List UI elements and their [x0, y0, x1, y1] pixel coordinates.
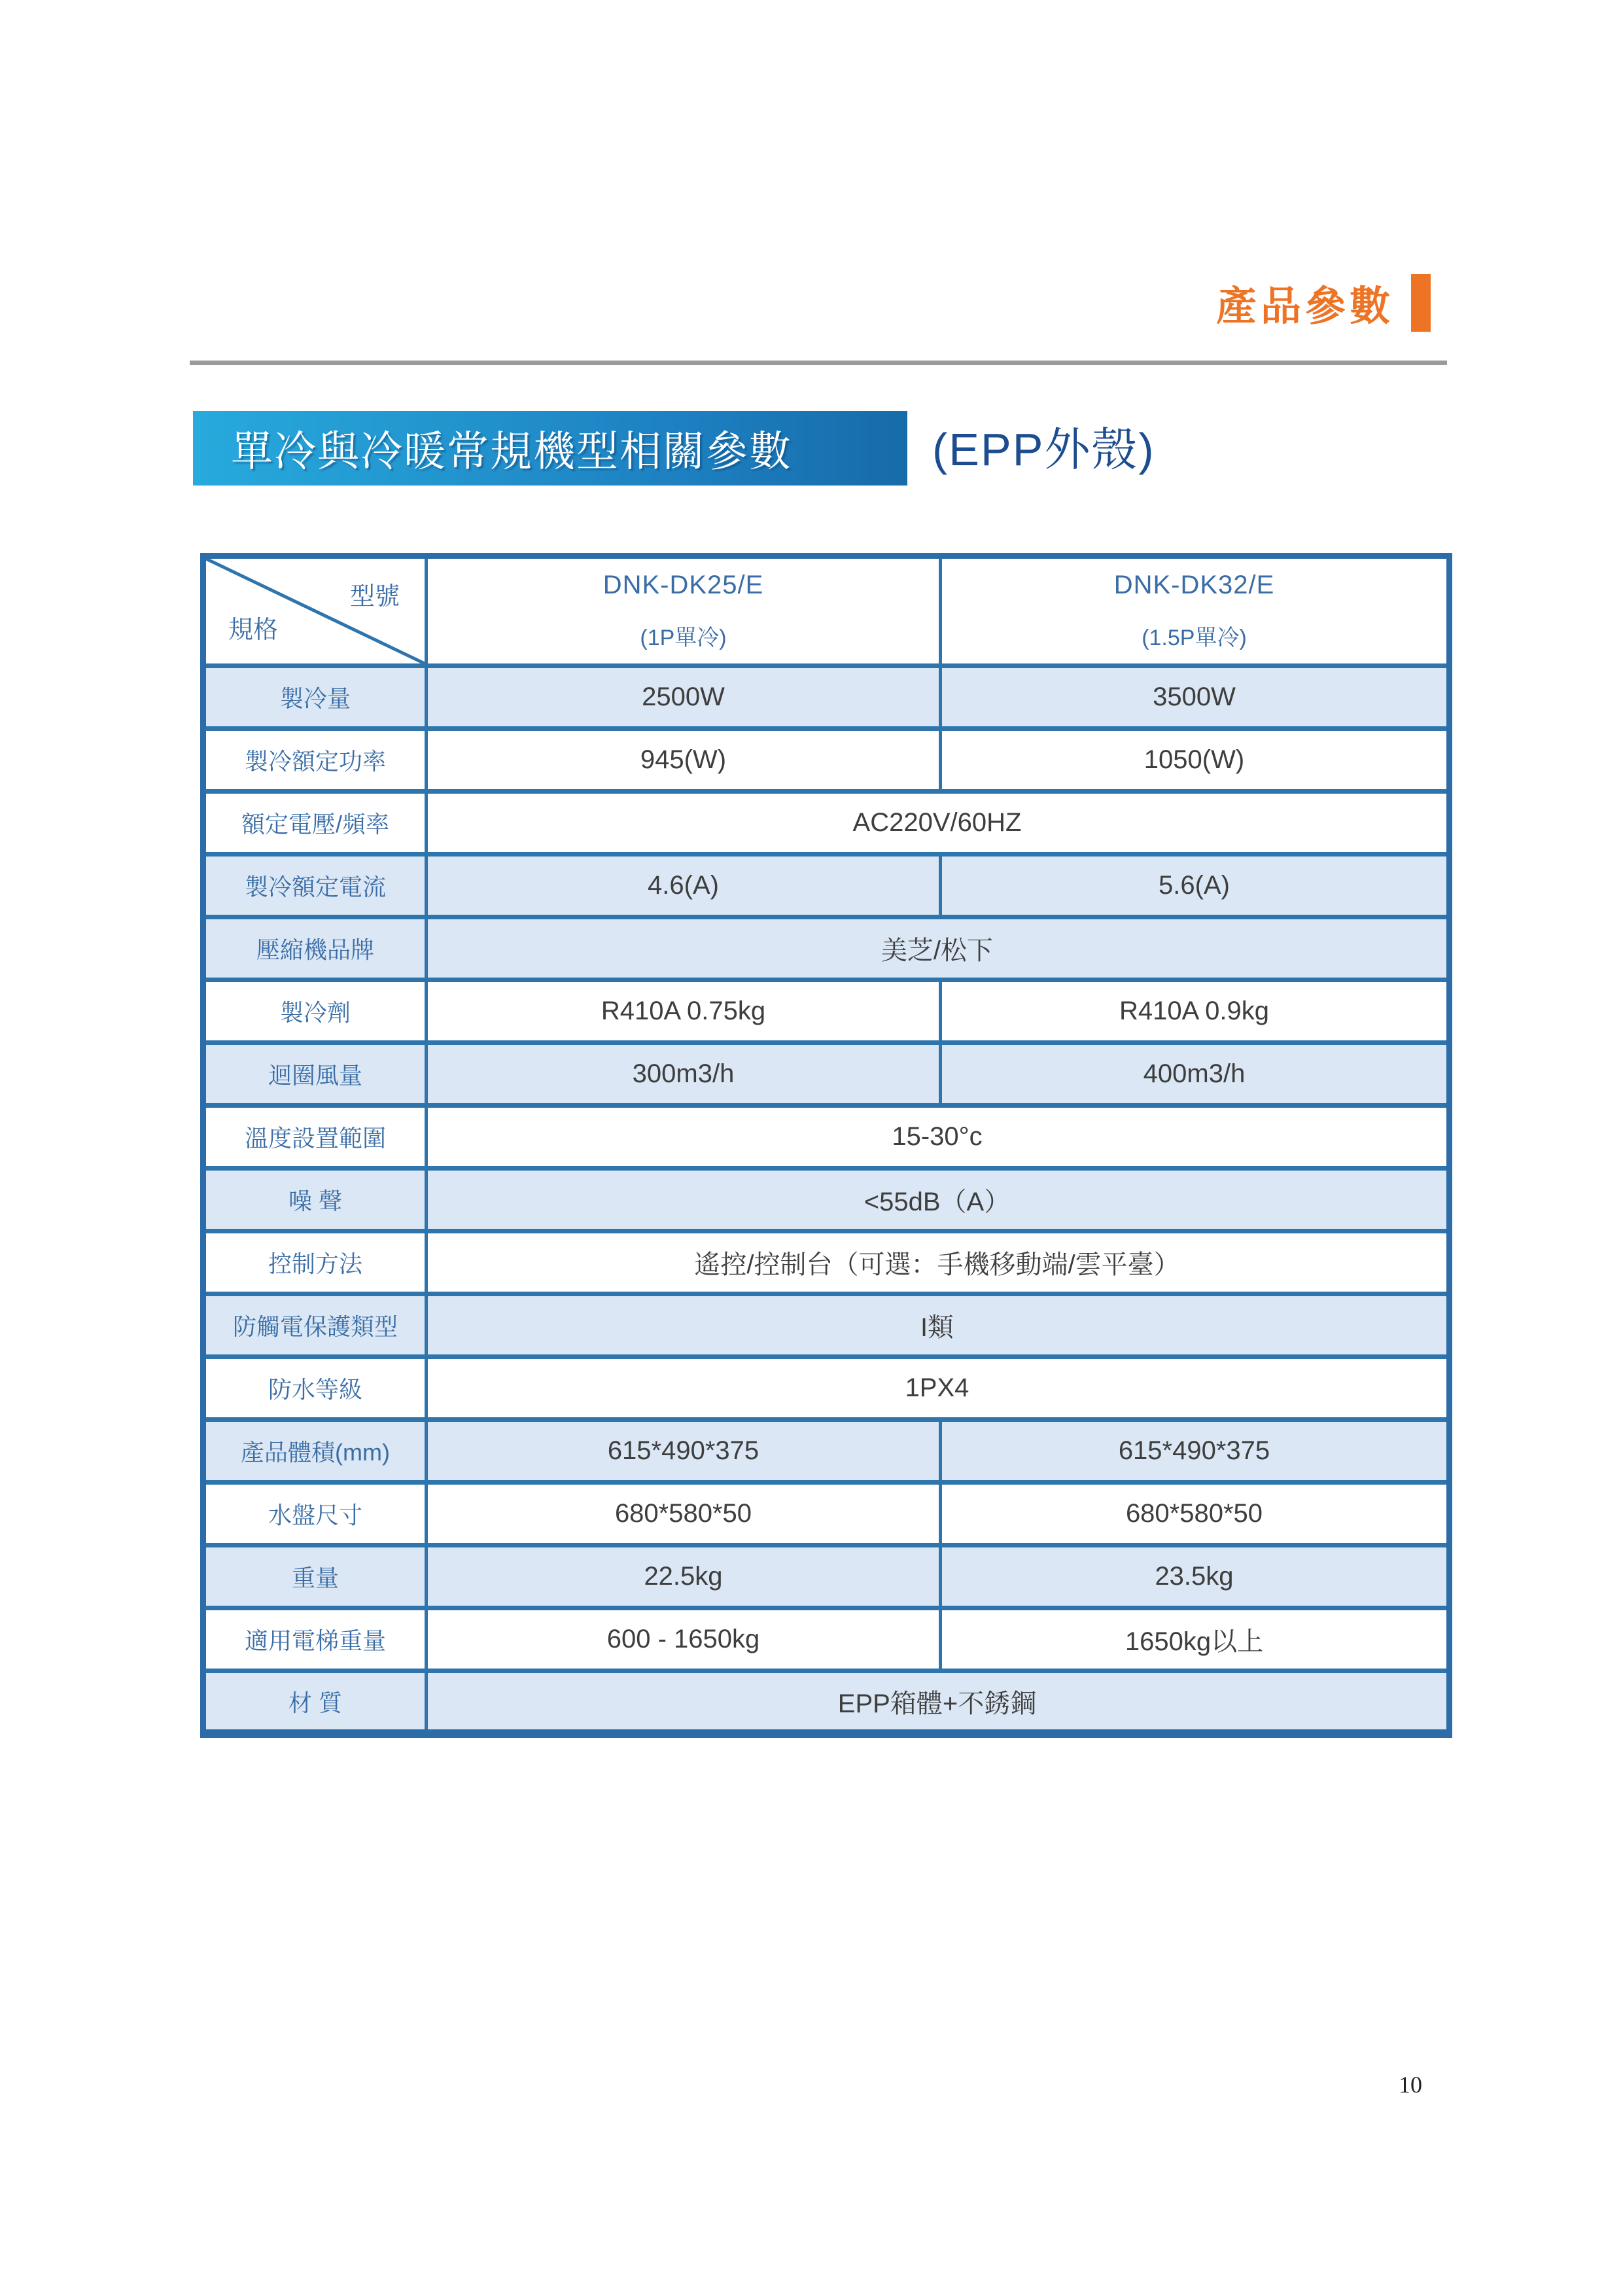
table-row [203, 1483, 1450, 1545]
table-row [203, 1671, 1450, 1734]
table-row [203, 1608, 1450, 1671]
row-label: 製冷額定電流 [203, 855, 427, 917]
table-row [203, 1545, 1450, 1608]
header-row [203, 556, 1450, 666]
section-title: 單冷與冷暖常規機型相關參數 [231, 428, 792, 475]
table-row [203, 1357, 1450, 1420]
row-label: 迴圈風量 [203, 1043, 427, 1106]
model-variant: (1.5P單冷) [1142, 626, 1247, 650]
table-row [203, 666, 1450, 729]
spec-value: R410A 0.9kg [941, 980, 1450, 1043]
row-label: 噪 聲 [203, 1169, 427, 1231]
table-row [203, 729, 1450, 792]
table-row [203, 1294, 1450, 1357]
spec-value: AC220V/60HZ [427, 792, 1450, 855]
spec-value: 615*490*375 [941, 1420, 1450, 1483]
row-label: 控制方法 [203, 1231, 427, 1294]
spec-value: <55dB（A） [427, 1169, 1450, 1231]
spec-value: 680*580*50 [941, 1483, 1450, 1545]
spec-value: 15-30°c [427, 1106, 1450, 1169]
spec-value: 5.6(A) [941, 855, 1450, 917]
table-row [203, 792, 1450, 855]
row-label: 防水等級 [203, 1357, 427, 1420]
spec-value: 1PX4 [427, 1357, 1450, 1420]
spec-value: 300m3/h [427, 1043, 941, 1106]
model-name: DNK-DK25/E [602, 571, 764, 599]
table-row [203, 1106, 1450, 1169]
row-label: 製冷劑 [203, 980, 427, 1043]
spec-value: 400m3/h [941, 1043, 1450, 1106]
corner-cell [203, 556, 427, 666]
section-subtitle: (EPP外殼) [932, 423, 1155, 475]
title-accent-bar [1411, 274, 1431, 332]
spec-value: R410A 0.75kg [427, 980, 941, 1043]
table-row [203, 917, 1450, 980]
corner-spec-label: 規格 [228, 616, 279, 644]
spec-value: 1050(W) [941, 729, 1450, 792]
table-row [203, 1231, 1450, 1294]
row-label: 溫度設置範圍 [203, 1106, 427, 1169]
table-row [203, 1420, 1450, 1483]
spec-value: 945(W) [427, 729, 941, 792]
row-label: 適用電梯重量 [203, 1608, 427, 1671]
spec-value: 680*580*50 [427, 1483, 941, 1545]
spec-value: 4.6(A) [427, 855, 941, 917]
spec-value: 23.5kg [941, 1545, 1450, 1608]
spec-value: 遙控/控制台（可選：手機移動端/雲平臺） [427, 1231, 1450, 1294]
table-row [203, 1043, 1450, 1106]
header-divider [190, 361, 1447, 365]
section-title-bar [193, 411, 907, 486]
page-number: 10 [1399, 2072, 1422, 2098]
row-label: 防觸電保護類型 [203, 1294, 427, 1357]
model-name: DNK-DK32/E [1113, 571, 1275, 599]
page-header [1216, 274, 1431, 332]
spec-value: EPP箱體+不銹鋼 [427, 1671, 1450, 1734]
model-variant: (1P單冷) [640, 626, 727, 650]
spec-value: 1650kg以上 [941, 1608, 1450, 1671]
row-label: 製冷額定功率 [203, 729, 427, 792]
table-row [203, 1169, 1450, 1231]
spec-value: 2500W [427, 666, 941, 729]
row-label: 壓縮機品牌 [203, 917, 427, 980]
spec-value: 22.5kg [427, 1545, 941, 1608]
column-header-1 [427, 556, 941, 666]
spec-table [200, 553, 1452, 1738]
spec-value: 600 - 1650kg [427, 1608, 941, 1671]
spec-value: 615*490*375 [427, 1420, 941, 1483]
row-label: 重量 [203, 1545, 427, 1608]
table-row [203, 855, 1450, 917]
table-row [203, 980, 1450, 1043]
row-label: 產品體積(mm) [203, 1420, 427, 1483]
spec-value: I類 [427, 1294, 1450, 1357]
row-label: 材 質 [203, 1671, 427, 1734]
column-header-2 [941, 556, 1450, 666]
row-label: 製冷量 [203, 666, 427, 729]
corner-model-label: 型號 [349, 583, 400, 610]
page-title: 產品參數 [1215, 284, 1394, 329]
spec-value: 美芝/松下 [427, 917, 1450, 980]
spec-value: 3500W [941, 666, 1450, 729]
row-label: 額定電壓/頻率 [203, 792, 427, 855]
row-label: 水盤尺寸 [203, 1483, 427, 1545]
